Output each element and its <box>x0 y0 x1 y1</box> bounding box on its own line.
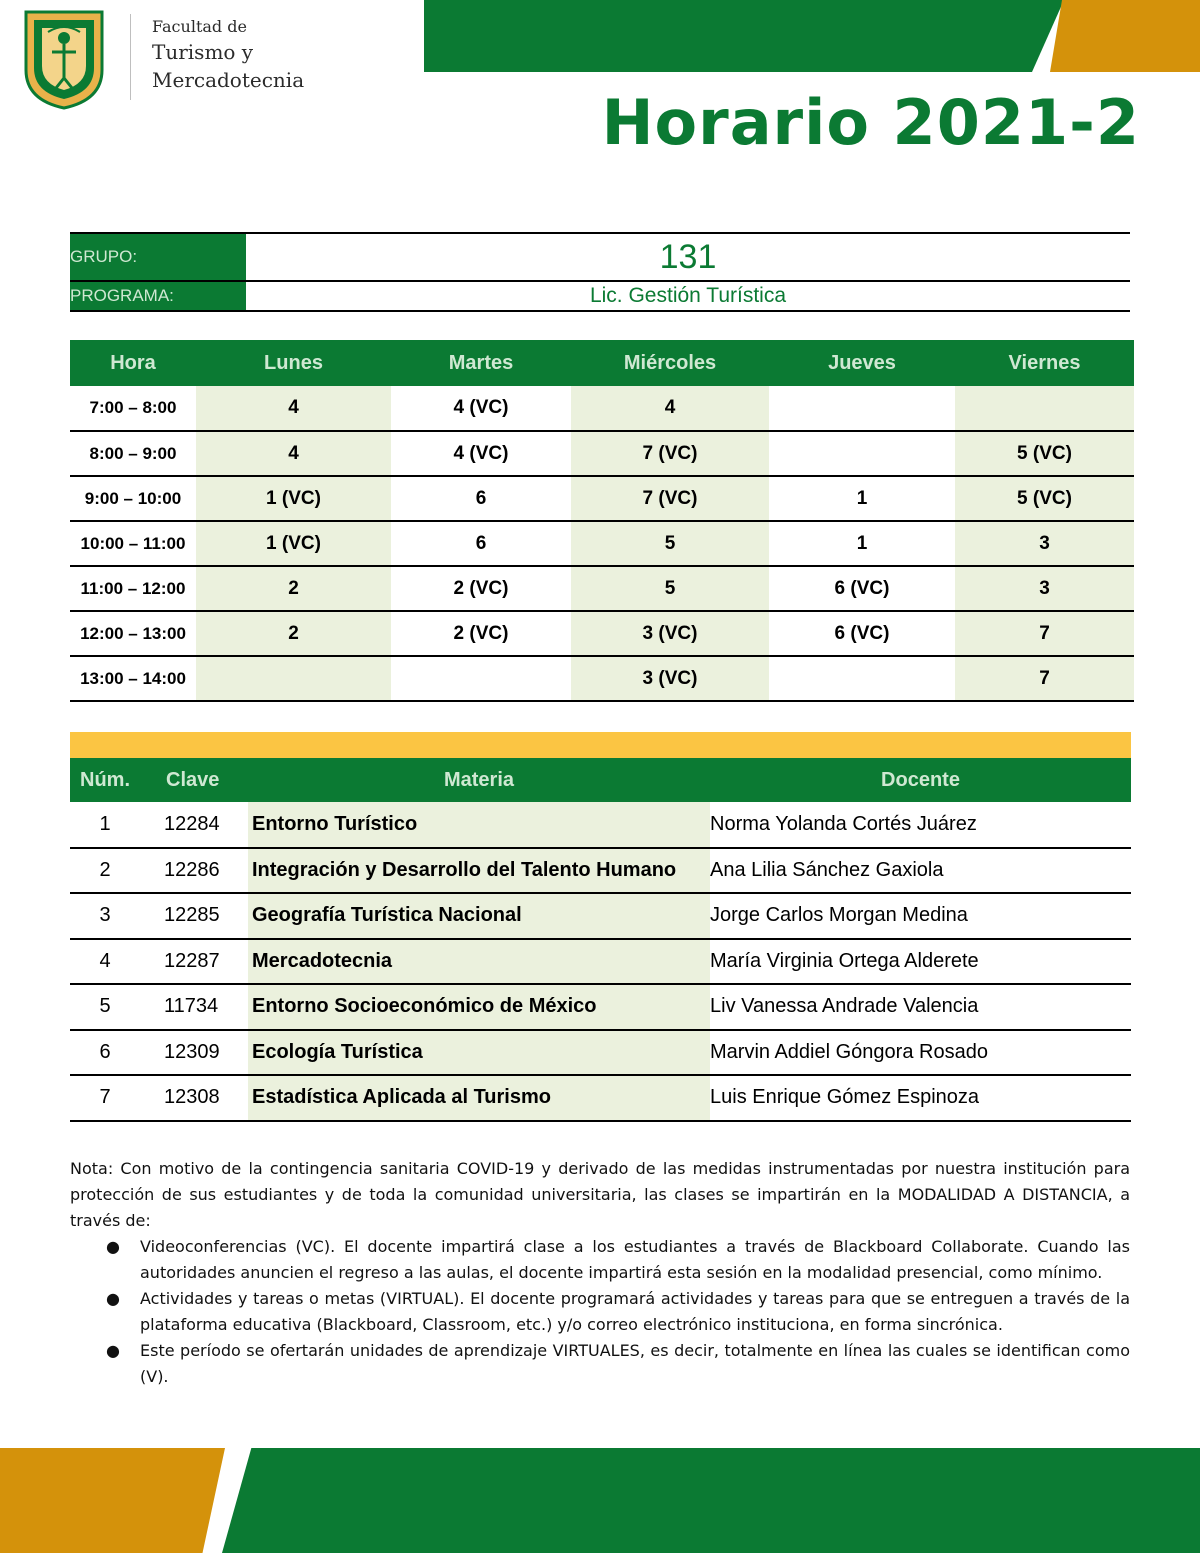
subject-materia: Ecología Turística <box>248 1030 710 1076</box>
schedule-cell <box>196 656 391 701</box>
university-seal-logo <box>22 8 106 110</box>
note-item-text: Este período se ofertarán unidades de aprendizaje VIRTUALES, es decir, totalmente en línea las cuales se identifican como (V). <box>140 1341 1130 1386</box>
schedule-row <box>70 656 1134 701</box>
schedule-cell: 4 (VC) <box>391 386 571 431</box>
subject-docente: María Virginia Ortega Alderete <box>710 939 1131 985</box>
schedule-hour: 9:00 – 10:00 <box>70 476 196 521</box>
schedule-row <box>70 386 1134 431</box>
schedule-cell: 5 (VC) <box>955 476 1134 521</box>
program-value: Lic. Gestión Turística <box>589 284 787 307</box>
schedule-cell: 3 <box>955 521 1134 566</box>
schedule-cell: 6 (VC) <box>769 611 955 656</box>
subject-materia: Entorno Turístico <box>248 802 710 848</box>
schedule-cell: 1 (VC) <box>196 521 391 566</box>
bullet-icon: ● <box>106 1237 120 1256</box>
schedule-row <box>70 611 1134 656</box>
subject-clave: 12309 <box>140 1030 248 1076</box>
subjects-header-clave: Clave <box>140 758 248 802</box>
schedule-cell: 2 <box>196 611 391 656</box>
subject-docente: Jorge Carlos Morgan Medina <box>710 893 1131 939</box>
subject-row <box>70 939 1131 985</box>
header-gold-band <box>1050 0 1200 72</box>
group-value: 131 <box>659 237 717 276</box>
schedule-cell: 4 <box>196 386 391 431</box>
subject-materia: Estadística Aplicada al Turismo <box>248 1075 710 1121</box>
schedule-cell: 1 (VC) <box>196 476 391 521</box>
schedule-cell: 4 <box>571 386 769 431</box>
subjects-header-materia: Materia <box>248 758 710 802</box>
bullet-icon: ● <box>106 1341 120 1360</box>
subject-materia: Mercadotecnia <box>248 939 710 985</box>
note-item <box>70 1234 1130 1286</box>
schedule-cell: 4 (VC) <box>391 431 571 476</box>
subject-row <box>70 893 1131 939</box>
subject-docente: Luis Enrique Gómez Espinoza <box>710 1075 1131 1121</box>
schedule-cell: 7 <box>955 656 1134 701</box>
schedule-row <box>70 566 1134 611</box>
subject-num: 7 <box>70 1075 140 1121</box>
subject-row <box>70 1075 1131 1121</box>
group-info <box>70 232 1130 312</box>
subject-clave: 12287 <box>140 939 248 985</box>
schedule-row <box>70 476 1134 521</box>
schedule-cell: 2 (VC) <box>391 611 571 656</box>
schedule-header-martes: Martes <box>391 340 571 386</box>
program-row <box>70 280 1130 312</box>
schedule-cell <box>769 431 955 476</box>
subject-clave: 12285 <box>140 893 248 939</box>
logo-divider <box>130 14 131 100</box>
schedule-hour: 13:00 – 14:00 <box>70 656 196 701</box>
schedule-cell: 6 (VC) <box>769 566 955 611</box>
subject-num: 1 <box>70 802 140 848</box>
schedule-header-lunes: Lunes <box>196 340 391 386</box>
schedule-cell: 2 (VC) <box>391 566 571 611</box>
schedule-row <box>70 431 1134 476</box>
schedule-cell <box>391 656 571 701</box>
schedule-hour: 11:00 – 12:00 <box>70 566 196 611</box>
schedule-cell: 5 (VC) <box>955 431 1134 476</box>
schedule-cell: 1 <box>769 476 955 521</box>
schedule-header-jueves: Jueves <box>769 340 955 386</box>
note-list <box>70 1234 1130 1390</box>
page-title: Horario 2021-2 <box>601 86 1140 159</box>
footer-green-band <box>222 1448 1200 1553</box>
schedule-cell: 3 (VC) <box>571 656 769 701</box>
schedule-cell <box>769 656 955 701</box>
note-section <box>70 1156 1130 1390</box>
schedule-cell: 3 <box>955 566 1134 611</box>
note-item-text: Actividades y tareas o metas (VIRTUAL). El docente programará actividades y tareas para que se entreguen a través de la plataforma educativa (Blackboard, Classroom, etc.) y/o correo electrónico instituciona, en forma sincrónica. <box>140 1289 1130 1334</box>
subject-num: 3 <box>70 893 140 939</box>
subject-materia: Entorno Socioeconómico de México <box>248 984 710 1030</box>
subject-docente: Ana Lilia Sánchez Gaxiola <box>710 848 1131 894</box>
subject-row <box>70 984 1131 1030</box>
schedule-cell: 6 <box>391 476 571 521</box>
schedule-cell: 7 (VC) <box>571 476 769 521</box>
header-green-band <box>424 0 1064 72</box>
schedule-hour: 8:00 – 9:00 <box>70 431 196 476</box>
schedule-cell: 5 <box>571 521 769 566</box>
subject-row <box>70 848 1131 894</box>
schedule-cell: 3 (VC) <box>571 611 769 656</box>
subjects-table <box>70 758 1131 1122</box>
schedule-cell: 2 <box>196 566 391 611</box>
schedule-cell: 7 (VC) <box>571 431 769 476</box>
schedule-header-miercoles: Miércoles <box>571 340 769 386</box>
faculty-line-3: Mercadotecnia <box>152 68 305 92</box>
schedule-cell: 4 <box>196 431 391 476</box>
subject-num: 2 <box>70 848 140 894</box>
subject-docente: Norma Yolanda Cortés Juárez <box>710 802 1131 848</box>
schedule-header-viernes: Viernes <box>955 340 1134 386</box>
subjects-header-num: Núm. <box>70 758 140 802</box>
footer-gold-band <box>0 1448 225 1553</box>
subject-clave: 12284 <box>140 802 248 848</box>
subjects-header-docente: Docente <box>710 758 1131 802</box>
note-item <box>70 1286 1130 1338</box>
schedule-cell: 5 <box>571 566 769 611</box>
subject-row <box>70 802 1131 848</box>
subject-materia: Geografía Turística Nacional <box>248 893 710 939</box>
program-label: PROGRAMA: <box>70 282 246 310</box>
note-intro: Nota: Con motivo de la contingencia sanitaria COVID-19 y derivado de las medidas instrumentadas por nuestra institución para protección de sus estudiantes y de toda la comunidad universitaria, las clases se impartirán en la MODALIDAD A DISTANCIA, a través de: <box>70 1159 1130 1230</box>
group-label: GRUPO: <box>70 234 246 280</box>
note-item-text: Videoconferencias (VC). El docente impartirá clase a los estudiantes a través de Blackboard Collaborate. Cuando las autoridades anuncien el regreso a las aulas, el docente impartirá esta sesión en la modalidad presencial, como mínimo. <box>140 1237 1130 1282</box>
group-row <box>70 232 1130 280</box>
schedule-table <box>70 340 1134 702</box>
schedule-header-hora: Hora <box>70 340 196 386</box>
schedule-hour: 7:00 – 8:00 <box>70 386 196 431</box>
schedule-cell: 6 <box>391 521 571 566</box>
subject-docente: Marvin Addiel Góngora Rosado <box>710 1030 1131 1076</box>
subject-clave: 11734 <box>140 984 248 1030</box>
subject-num: 6 <box>70 1030 140 1076</box>
schedule-cell: 7 <box>955 611 1134 656</box>
subject-docente: Liv Vanessa Andrade Valencia <box>710 984 1131 1030</box>
subject-clave: 12308 <box>140 1075 248 1121</box>
note-item <box>70 1338 1130 1390</box>
subjects-top-bar <box>70 732 1131 758</box>
subject-num: 4 <box>70 939 140 985</box>
subjects-header-row <box>70 758 1131 802</box>
schedule-hour: 12:00 – 13:00 <box>70 611 196 656</box>
schedule-cell: 1 <box>769 521 955 566</box>
subject-num: 5 <box>70 984 140 1030</box>
schedule-cell <box>769 386 955 431</box>
bullet-icon: ● <box>106 1289 120 1308</box>
subject-materia: Integración y Desarrollo del Talento Humano <box>248 848 710 894</box>
faculty-line-2: Turismo y <box>152 40 254 64</box>
faculty-name <box>152 16 304 94</box>
schedule-cell <box>955 386 1134 431</box>
schedule-header-row <box>70 340 1134 386</box>
schedule-row <box>70 521 1134 566</box>
schedule-hour: 10:00 – 11:00 <box>70 521 196 566</box>
subject-clave: 12286 <box>140 848 248 894</box>
subject-row <box>70 1030 1131 1076</box>
faculty-line-1: Facultad de <box>152 17 247 36</box>
